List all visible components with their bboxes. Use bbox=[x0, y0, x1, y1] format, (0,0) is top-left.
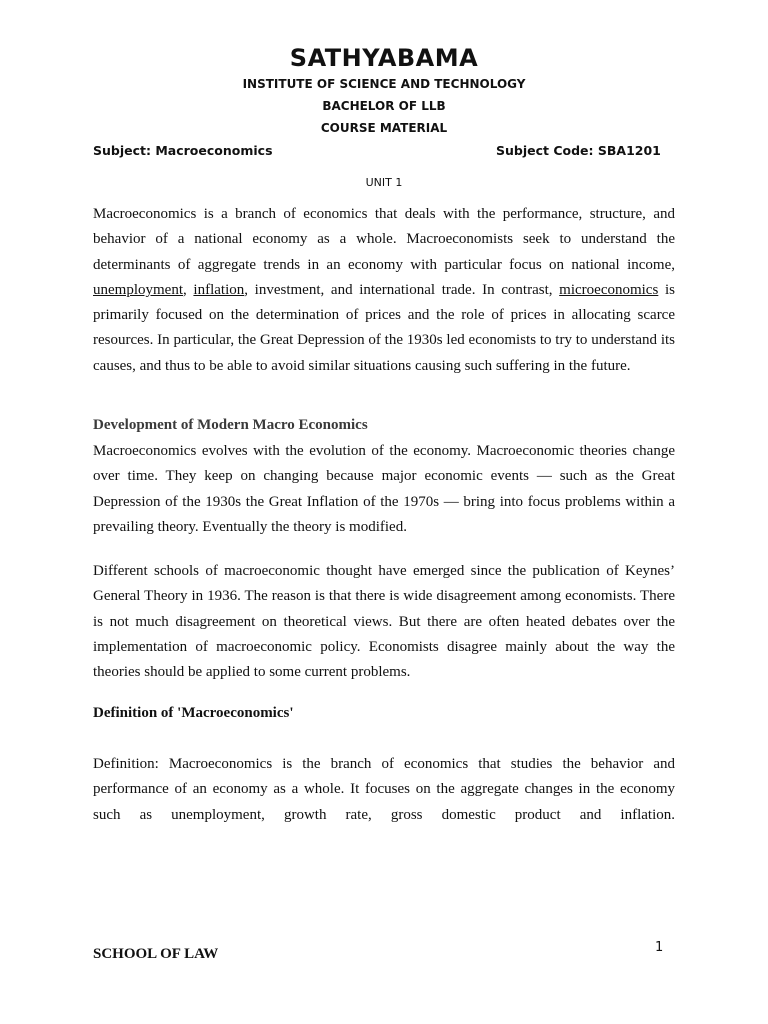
section-heading-development: Development of Modern Macro Economics bbox=[93, 417, 368, 433]
degree-name: BACHELOR OF LLB bbox=[322, 99, 446, 113]
document-title: SATHYABAMA bbox=[289, 44, 479, 72]
development-paragraph-1 bbox=[93, 439, 675, 540]
definition-paragraph-text: Definition: Macroeconomics is the branch of economics that studies the behavior and performance of an economy as a whole. It focuses on the aggregate changes in the economy such as unemployment, growth rate, gross domestic product and inflation. bbox=[93, 756, 675, 823]
inflation-link[interactable]: inflation bbox=[193, 281, 245, 298]
intro-text-4: is primarily focused on the determination of prices and the role of prices in allocating scarce resources. In particular, the Great Depression of the 1930s led economists to try to understand its causes, and thus to be able to avoid similar situations causing such suffering in the future. bbox=[93, 281, 675, 374]
unemployment-link[interactable]: unemployment bbox=[93, 281, 183, 298]
institute-name: INSTITUTE OF SCIENCE AND TECHNOLOGY bbox=[242, 77, 526, 91]
intro-text-1: Macroeconomics is a branch of economics that deals with the performance, structure, and behavior of a national economy as a whole. Macroeconomists seek to understand the determinants of aggregate trends in an economy with particular focus on national income, bbox=[93, 206, 675, 273]
section-heading-definition: Definition of 'Macroeconomics' bbox=[93, 705, 294, 721]
definition-paragraph bbox=[93, 752, 675, 828]
microeconomics-link[interactable]: microeconomics bbox=[559, 281, 659, 298]
footer-school-name: SCHOOL OF LAW bbox=[93, 946, 219, 962]
intro-text-3: , investment, and international trade. In contrast, bbox=[244, 281, 560, 298]
development-paragraph-1-text: Macroeconomics evolves with the evolution of the economy. Macroeconomic theories change over time. They keep on changing because major economic events — such as the Great Depression of the 1930s the Great Inflation of the 1970s — bring into focus problems within a prevailing theory. Eventually the theory is modified. bbox=[93, 443, 675, 535]
intro-text-2: , bbox=[183, 281, 194, 298]
intro-paragraph bbox=[93, 202, 675, 379]
development-paragraph-2 bbox=[93, 559, 675, 685]
subject-label: Subject: Macroeconomics bbox=[93, 143, 273, 158]
development-paragraph-2-text: Different schools of macroeconomic thought have emerged since the publication of Keynes’ General Theory in 1936. The reason is that there is wide disagreement among economists. There is not much disagreement on theoretical views. But there are often heated debates over the implementation of macroeconomic policy. Economists disagree mainly about the way the theories should be applied to some current problems. bbox=[93, 563, 675, 681]
page-number: 1 bbox=[655, 940, 664, 955]
unit-label: UNIT 1 bbox=[365, 176, 403, 189]
subject-code-label: Subject Code: SBA1201 bbox=[496, 143, 661, 158]
course-material-label: COURSE MATERIAL bbox=[320, 121, 448, 135]
